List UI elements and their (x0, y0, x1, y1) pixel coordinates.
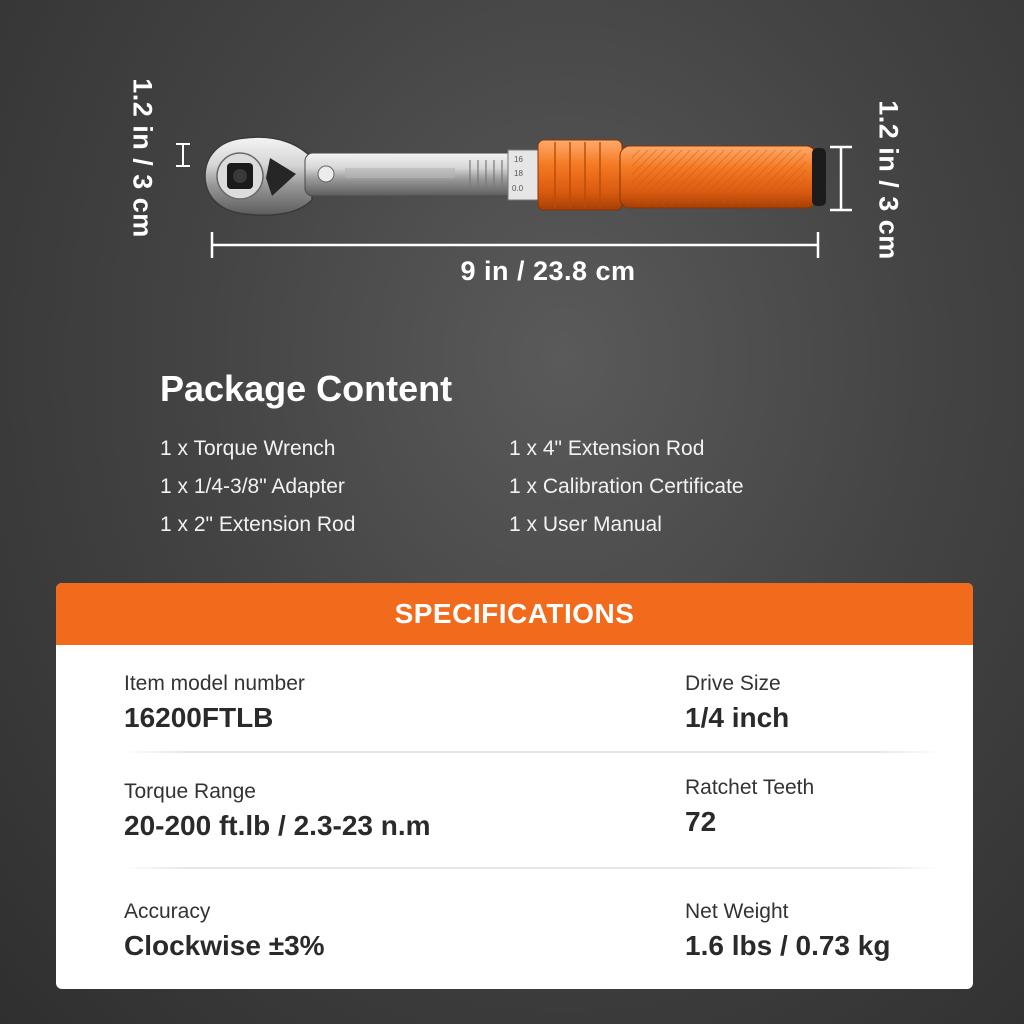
spec-label: Drive Size (685, 672, 781, 695)
specifications-card (56, 583, 973, 989)
spec-net-weight (685, 899, 890, 963)
spec-label: Item model number (124, 672, 305, 695)
package-item: 1 x 4" Extension Rod (509, 437, 705, 460)
product-image-area (0, 0, 1024, 330)
spec-value: 1.6 lbs / 0.73 kg (685, 930, 891, 961)
spec-value: 1/4 inch (685, 702, 790, 733)
spec-model-number (124, 671, 305, 735)
spec-row (56, 753, 973, 869)
spec-label: Accuracy (124, 900, 211, 923)
package-item: 1 x User Manual (509, 513, 662, 536)
scale-tick-18: 18 (514, 169, 523, 178)
spec-label: Torque Range (124, 780, 256, 803)
chrome-shaft (305, 150, 538, 200)
spec-drive-size (685, 671, 789, 735)
spec-value: Clockwise ±3% (124, 930, 325, 961)
head-width-label: 1.2 in / 3 cm (127, 78, 158, 238)
spec-row (56, 645, 973, 753)
spec-value: 20-200 ft.lb / 2.3-23 n.m (124, 810, 431, 841)
length-dimension-marker (212, 232, 818, 258)
orange-collar (538, 140, 622, 210)
package-item: 1 x Torque Wrench (160, 437, 336, 460)
ratchet-head (205, 137, 312, 215)
package-item: 1 x 2" Extension Rod (160, 513, 356, 536)
head-dimension-marker (176, 144, 190, 166)
package-item: 1 x Calibration Certificate (509, 475, 744, 498)
spec-value: 72 (685, 806, 717, 837)
handle-dimension-marker (830, 147, 852, 210)
handle-width-label: 1.2 in / 3 cm (873, 100, 904, 260)
length-label: 9 in / 23.8 cm (460, 256, 636, 286)
spec-value: 16200FTLB (124, 702, 274, 733)
spec-label: Net Weight (685, 900, 789, 923)
specifications-title: SPECIFICATIONS (56, 583, 973, 645)
spec-accuracy (124, 899, 325, 963)
spec-label: Ratchet Teeth (685, 776, 815, 799)
spec-row (56, 869, 973, 979)
package-item: 1 x 1/4-3/8" Adapter (160, 475, 345, 498)
package-item-list (160, 436, 880, 537)
package-content-section (160, 368, 880, 537)
package-content-title: Package Content (160, 368, 453, 409)
spec-torque-range (124, 779, 431, 843)
orange-handle (620, 146, 826, 208)
spec-ratchet-teeth (685, 775, 814, 839)
scale-tick-0: 0.0 (512, 184, 524, 193)
scale-tick-16: 16 (514, 155, 523, 164)
